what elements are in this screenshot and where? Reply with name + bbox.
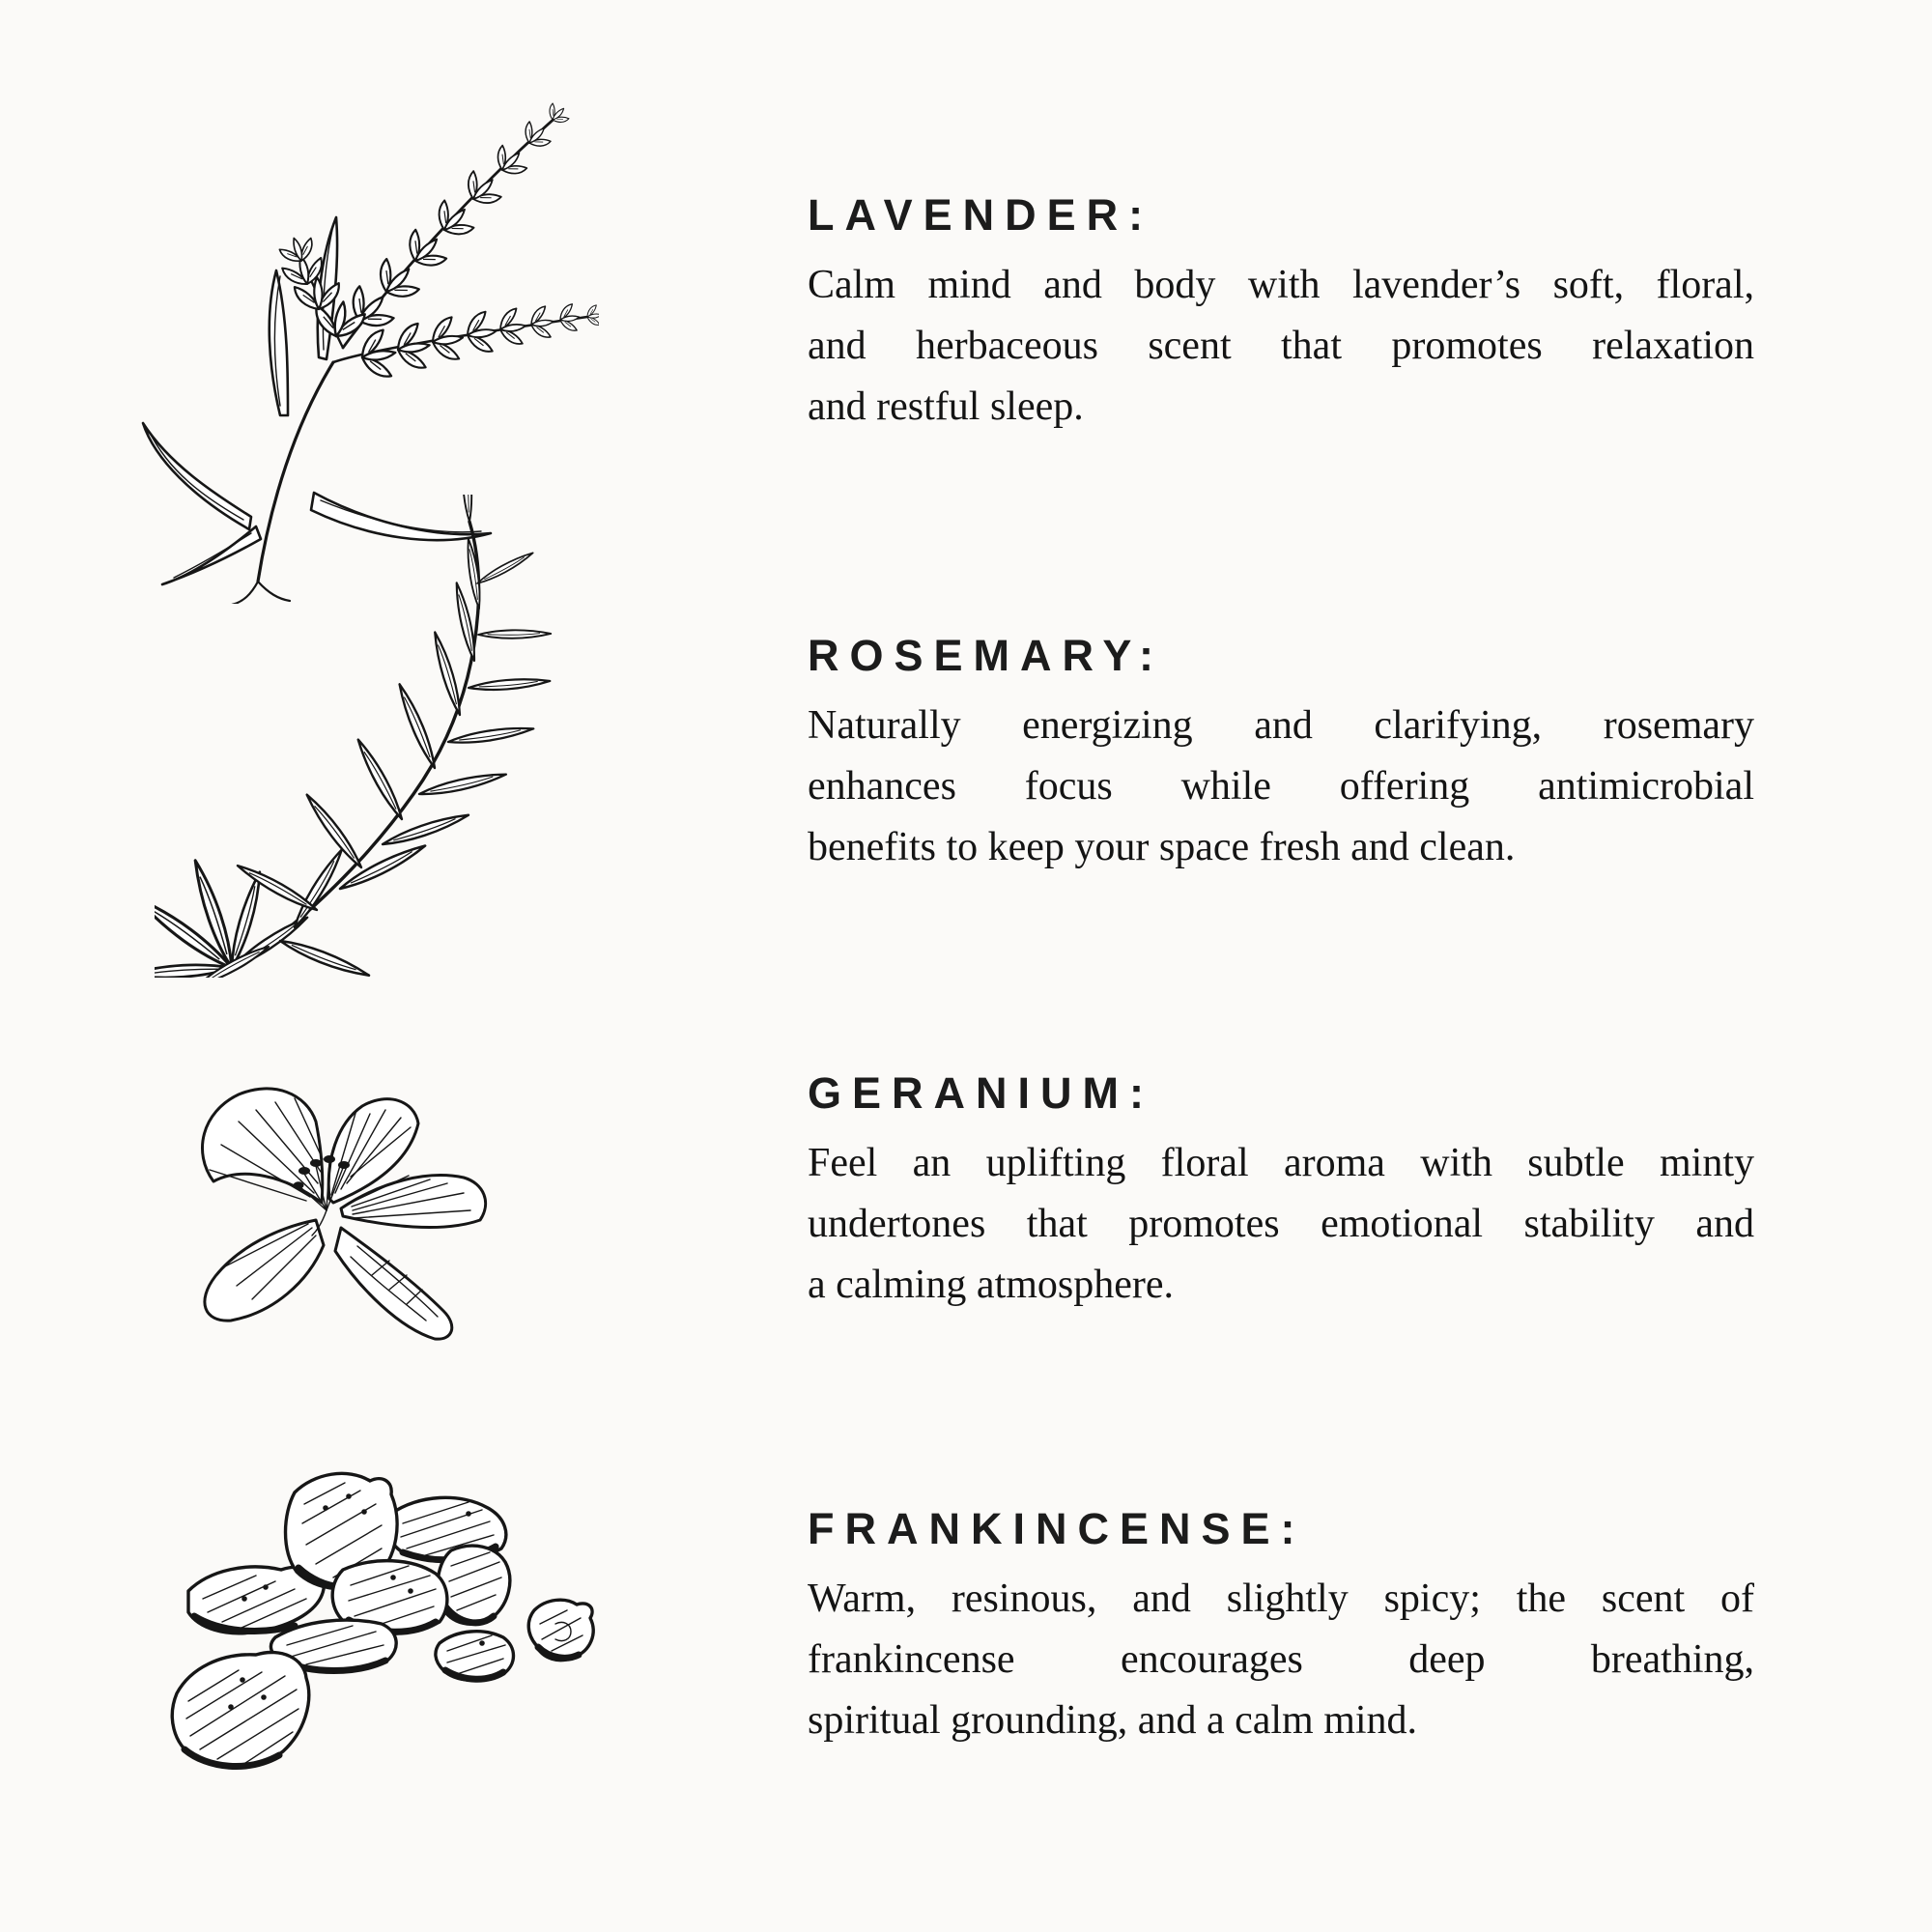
section-lavender — [808, 189, 1754, 438]
lavender-heading: LAVENDER: — [808, 190, 1154, 240]
frankincense-heading: FRANKINCENSE: — [808, 1504, 1306, 1553]
frankincense-body-line: frankincense encourages deep breathing, — [808, 1637, 1754, 1682]
lavender-body-line: and herbaceous scent that promotes relaxation — [808, 324, 1754, 368]
frankincense-illustration — [150, 1454, 613, 1792]
rosemary-body-line: benefits to keep your space fresh and clean. — [808, 825, 1516, 869]
rosemary-sprig-drawing — [155, 495, 599, 978]
rosemary-heading: ROSEMARY: — [808, 631, 1164, 680]
rosemary-body-line: Naturally energizing and clarifying, rosemary — [808, 703, 1754, 748]
section-rosemary — [808, 630, 1754, 878]
geranium-heading: GERANIUM: — [808, 1068, 1154, 1118]
frankincense-resin-drawing — [150, 1454, 613, 1792]
lavender-body-line: Calm mind and body with lavender’s soft, floral, — [808, 263, 1754, 307]
geranium-body-line: Feel an uplifting floral aroma with subtle minty — [808, 1141, 1754, 1185]
geranium-body-line: a calming atmosphere. — [808, 1263, 1175, 1307]
geranium-body-line: undertones that promotes emotional stability and — [808, 1202, 1754, 1246]
frankincense-body-line: Warm, resinous, and slightly spicy; the scent of — [808, 1577, 1754, 1621]
frankincense-body-line: spiritual grounding, and a calm mind. — [808, 1698, 1418, 1743]
geranium-illustration — [169, 1067, 497, 1357]
geranium-flower-drawing — [169, 1067, 497, 1357]
section-geranium — [808, 1067, 1754, 1316]
rosemary-body-line: enhances focus while offering antimicrobial — [808, 764, 1754, 809]
section-frankincense — [808, 1503, 1754, 1751]
lavender-body-line: and restful sleep. — [808, 384, 1084, 429]
rosemary-illustration — [155, 495, 599, 978]
